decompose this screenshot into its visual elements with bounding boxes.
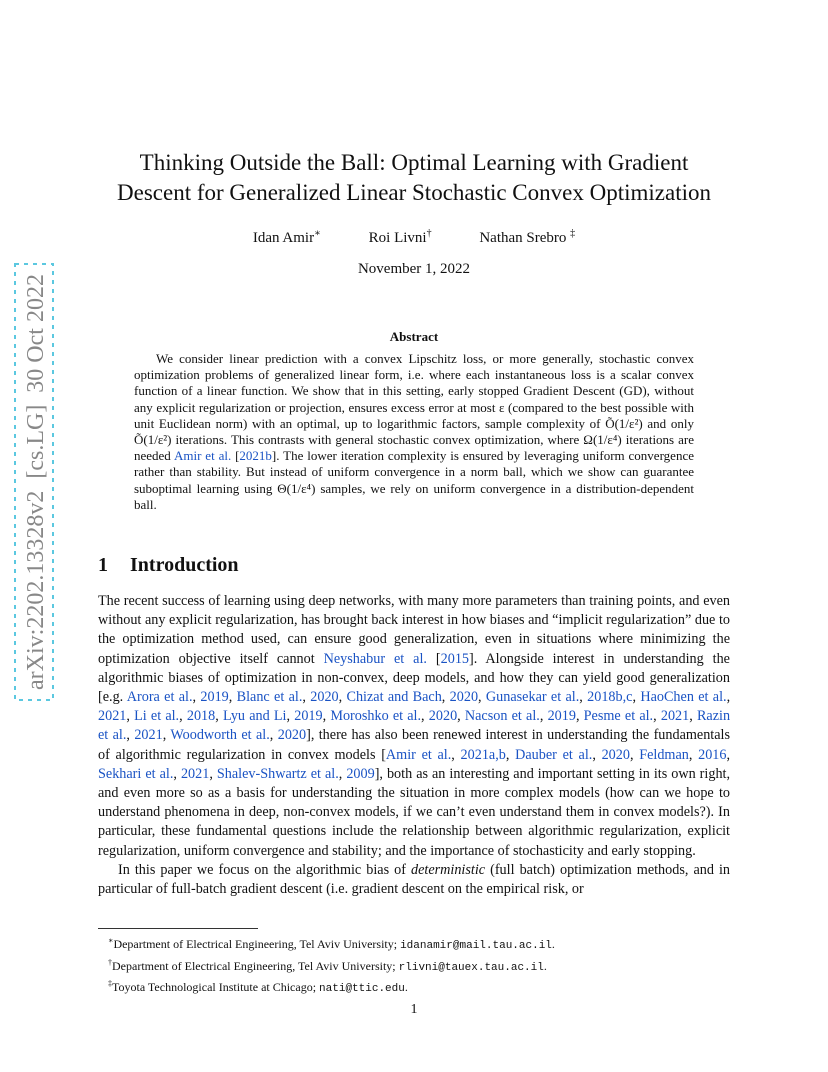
author-name: Idan Amir xyxy=(252,230,315,246)
citation-link[interactable]: 2021 xyxy=(98,708,127,725)
section-title: Introduction xyxy=(130,554,239,576)
paragraph xyxy=(98,861,730,899)
author xyxy=(479,228,575,247)
citation-link[interactable]: 2019 xyxy=(294,708,323,725)
footnote-mark: † xyxy=(108,957,112,967)
text-span: (full batch) optimization methods, and in particular of full-batch gradient descent (i.e. gradient descent on the empirical risk, or xyxy=(98,861,730,898)
text-span: , xyxy=(579,689,588,706)
citation-link[interactable]: 2020 xyxy=(601,746,630,763)
citation-link[interactable]: Li et al. xyxy=(134,708,180,725)
text-span: , xyxy=(688,746,699,763)
text-span: , xyxy=(451,746,461,763)
text-span: , xyxy=(726,689,731,706)
section-heading xyxy=(98,554,239,577)
text-span: , xyxy=(726,746,731,763)
citation-link[interactable]: 2019 xyxy=(200,689,229,706)
math-expression: Ω(1/ε⁴) xyxy=(583,432,622,448)
author-mark: † xyxy=(426,228,432,239)
title-line-2: Descent for Generalized Linear Stochastic Convex Optimization xyxy=(117,180,711,205)
arxiv-identifier-stamp xyxy=(12,262,56,702)
citation-link[interactable]: Arora et al. xyxy=(126,689,193,706)
math-expression: Θ(1/ε⁴) xyxy=(277,480,316,496)
citation-link[interactable]: 2020 xyxy=(310,689,339,706)
publication-date: November 1, 2022 xyxy=(357,261,471,277)
text-span: , xyxy=(632,689,641,706)
emphasis: deterministic xyxy=(411,861,486,878)
citation-link[interactable]: Neyshabur et al. xyxy=(323,650,427,667)
abstract-span: ]. The lower iteration complexity is ensured by leveraging uniform convergence rather than stability. But instead of uniform convergence in a norm ball, which we show can guarantee suboptimal learning using xyxy=(134,448,694,496)
author-list xyxy=(0,228,828,247)
text-span: , xyxy=(592,746,602,763)
abstract-span: We consider linear prediction with a convex Lipschitz loss, or more generally, stochastic convex optimization problems of generalized linear form, i.e. where each instantaneous loss is a scalar convex function of a linear function. We show that in this setting, early stopped Gradient Descent (GD), without any explicit regularization or projection, ensures excess error at most ε (compared to the best possible with unit Euclidean norm) with an optimal, up to logarithmic factors, sample complexity of xyxy=(134,351,694,431)
paper-title xyxy=(100,148,728,208)
citation-link[interactable]: Amir et al. xyxy=(173,448,232,464)
citation-link[interactable]: Chizat and Bach xyxy=(346,689,442,706)
citation-link[interactable]: 2020 xyxy=(449,689,479,706)
abstract-heading: Abstract xyxy=(389,329,439,344)
citation-link[interactable]: Nacson et al. xyxy=(464,708,540,725)
footnote-mark: ‡ xyxy=(108,979,112,989)
citation-link[interactable]: Blanc et al. xyxy=(236,689,303,706)
abstract-text xyxy=(134,351,694,513)
text-span: , xyxy=(286,708,295,725)
text-span: ], both as an interesting and important setting in its own right, and even more so as a basis for understanding the situation in more complex models (how can we hope to understand phenomena in deep, non-convex models, if we can’t even understand them in convex models?). In particular, these fundamental questions include the relationship between algorithmic regularization, explicit regularization, uniform convergence and stability; and the importance of stochasticity and early stopping. xyxy=(98,765,731,859)
text-span: , xyxy=(338,689,347,706)
abstract-span: iterations. This contrasts with general stochastic convex optimization, where xyxy=(171,432,584,448)
text-span: , xyxy=(629,746,640,763)
author-name: Nathan Srebro xyxy=(479,230,567,246)
author-mark: ∗ xyxy=(314,228,321,239)
abstract-span: iterations are needed xyxy=(134,432,694,464)
citation-link[interactable]: 2021 xyxy=(660,708,690,725)
footnote xyxy=(98,933,730,955)
abstract-span: samples, we rely on uniform convergence in a distribution-dependent ball. xyxy=(134,480,694,512)
citation-link[interactable]: Razin et al. xyxy=(98,708,731,744)
citation-link[interactable]: HaoChen et al. xyxy=(640,689,727,706)
text-span: , xyxy=(173,765,181,782)
text-span: , xyxy=(653,708,661,725)
text-span: In this paper we focus on the algorithmic bias of xyxy=(118,861,411,878)
math-expression: Õ(1/ε²) xyxy=(134,432,172,448)
footnote-end: . xyxy=(543,958,547,973)
text-span: , xyxy=(441,689,450,706)
author xyxy=(253,228,321,247)
text-span: ]. Alongside interest in understanding the algorithmic biases of optimization in non-convex, deep models, and how they can yield good generalization [e.g. xyxy=(98,650,730,706)
footnote-text: Department of Electrical Engineering, Tel Aviv University; xyxy=(112,958,399,973)
footnote-mark: ∗ xyxy=(108,936,114,945)
author-mark: ‡ xyxy=(570,228,576,239)
text-span: , xyxy=(192,689,201,706)
citation-link[interactable]: Lyu and Li xyxy=(222,708,287,725)
citation-link[interactable]: Shalev-Shwartz et al. xyxy=(216,765,339,782)
citation-link[interactable]: 2015 xyxy=(440,650,470,667)
text-span: , xyxy=(126,727,135,744)
text-span: , xyxy=(338,765,347,782)
math-expression: Õ(1/ε²) xyxy=(605,415,643,431)
citation-link[interactable]: Sekhari et al. xyxy=(98,765,174,782)
citation-link[interactable]: 2009 xyxy=(346,765,375,782)
text-span: , xyxy=(209,765,217,782)
text-span: , xyxy=(478,689,486,706)
text-span: , xyxy=(126,708,135,725)
email-address[interactable]: rlivni@tauex.tau.ac.il xyxy=(398,961,544,974)
footnotes xyxy=(98,928,730,998)
paragraph xyxy=(98,592,730,861)
email-address[interactable]: idanamir@mail.tau.ac.il xyxy=(400,940,552,952)
citation-link[interactable]: Pesme et al. xyxy=(583,708,654,725)
author xyxy=(369,228,432,247)
citation-link[interactable]: Amir et al. xyxy=(385,746,452,763)
email-address[interactable]: nati@ttic.edu xyxy=(319,983,405,996)
text-span: , xyxy=(179,708,187,725)
title-line-1: Thinking Outside the Ball: Optimal Learning with Gradient xyxy=(139,150,689,175)
abstract-span: and only xyxy=(642,415,694,431)
introduction-body xyxy=(98,592,730,899)
text-span: , xyxy=(421,708,429,725)
footnote xyxy=(98,955,730,977)
abstract-span: [ xyxy=(231,448,240,464)
text-span: ], there has also been renewed interest in understanding the fundamentals of algorithmic regularization in convex models [ xyxy=(98,727,730,763)
citation-link[interactable]: 2021a,b xyxy=(460,746,506,763)
text-span: , xyxy=(457,708,465,725)
text-span: , xyxy=(215,708,223,725)
citation-link[interactable]: 2021 xyxy=(180,765,210,782)
text-span: , xyxy=(302,689,311,706)
text-span: [ xyxy=(426,650,441,667)
text-span: , xyxy=(539,708,548,725)
citation-link[interactable]: 2018 xyxy=(186,708,216,725)
text-span: , xyxy=(162,727,171,744)
citation-link[interactable]: 2021b xyxy=(239,448,272,464)
citation-link[interactable]: 2016 xyxy=(698,746,727,763)
citation-link[interactable]: 2021 xyxy=(134,727,163,744)
citation-link[interactable]: Moroshko et al. xyxy=(330,708,422,725)
footnote-end: . xyxy=(551,937,555,951)
footnote-text: Toyota Technological Institute at Chicago; xyxy=(112,980,320,995)
footnote xyxy=(98,976,730,998)
citation-link[interactable]: 2018b,c xyxy=(587,689,633,706)
text-span: , xyxy=(575,708,584,725)
citation-link[interactable]: 2020 xyxy=(428,708,458,725)
footnote-rule xyxy=(98,928,258,929)
footnote-text: Department of Electrical Engineering, Tel Aviv University; xyxy=(113,937,401,951)
section-number: 1 xyxy=(98,554,108,576)
text-span: , xyxy=(505,746,516,763)
author-name: Roi Livni xyxy=(368,230,427,246)
text-span: , xyxy=(228,689,237,706)
citation-link[interactable]: 2020 xyxy=(277,727,307,744)
text-span: , xyxy=(322,708,331,725)
page-number: 1 xyxy=(410,1002,418,1017)
text-span: , xyxy=(689,708,697,725)
citation-link[interactable]: 2019 xyxy=(547,708,576,725)
citation-link[interactable]: Gunasekar et al. xyxy=(485,689,580,706)
citation-link[interactable]: Woodworth et al. xyxy=(170,727,270,744)
citation-link[interactable]: Feldman xyxy=(639,746,689,763)
text-span: , xyxy=(269,727,278,744)
footnote-end: . xyxy=(404,980,408,995)
citation-link[interactable]: Dauber et al. xyxy=(515,746,593,763)
arxiv-identifier-text: arXiv:2202.13328v2 [cs.LG] 30 Oct 2022 xyxy=(23,274,49,690)
text-span: The recent success of learning using deep networks, with many more parameters than training points, and even without any explicit regularization, has brought back interest in how biases and “implicit regularization” due to the optimization method used, can ensure good generalization, even in situations where minimizing the optimization objective itself cannot xyxy=(98,593,730,667)
